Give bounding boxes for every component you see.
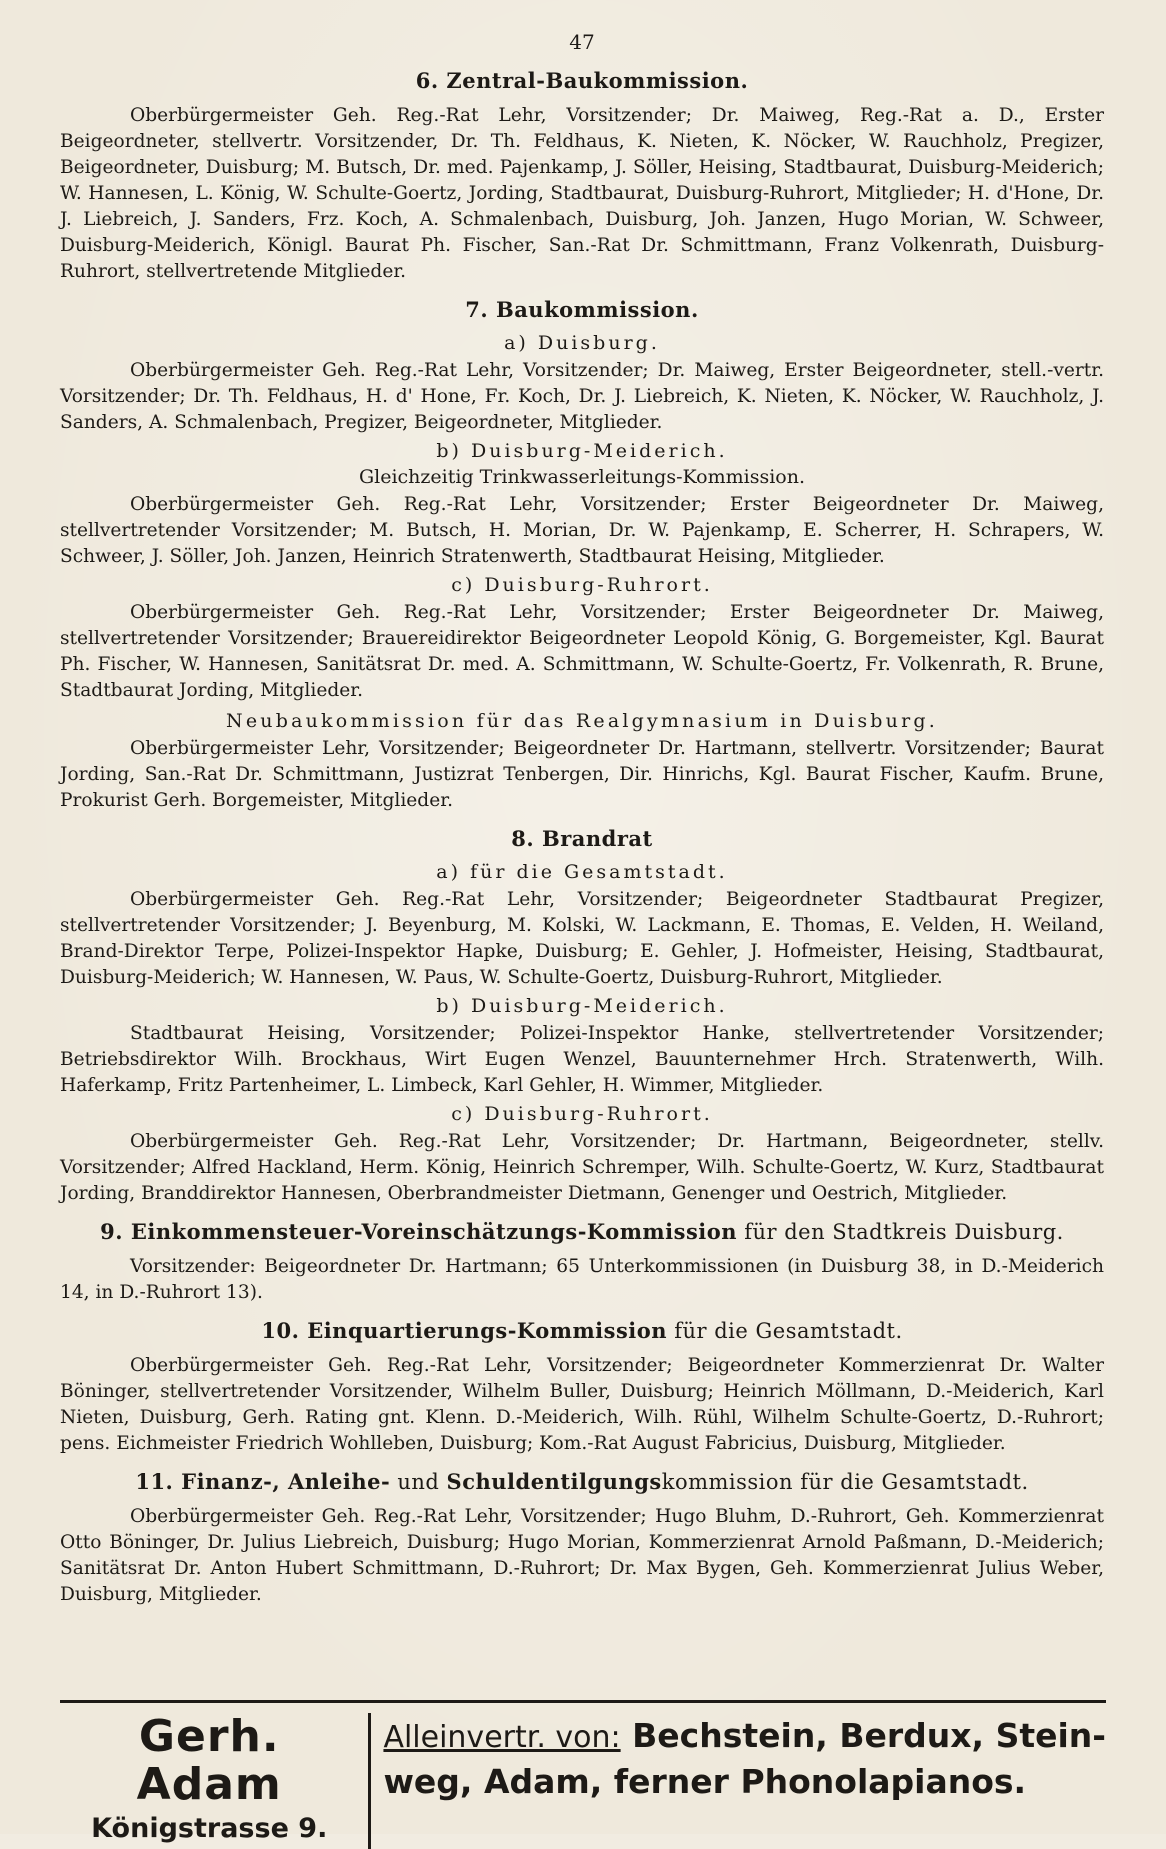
advertiser-address: Königstrasse 9.	[91, 1813, 328, 1844]
section-10-title-bold: 10. Einquartierungs-Kommission	[261, 1318, 668, 1343]
section-9-body: Vorsitzender: Beigeordneter Dr. Hartmann; 65 Unterkommissionen (in Duisburg 38, in D.-Meiderich 14, in D.-Ruhrort 13).	[60, 1256, 1104, 1303]
section-8c-body: Oberbürgermeister Geh. Reg.-Rat Lehr, Vorsitzender; Dr. Hartmann, Beigeordneter, stellv. Vorsitzender; Alfred Hackland, Herm. König, Heinrich Schremper, Wilh. Schulte-Goertz, W. Kurz, Stadtbaurat Jording, Branddirektor Hannesen, Oberbrandmeister Dietmann, Genenger und Oestrich, Mitglieder.	[60, 1131, 1104, 1204]
section-8a-title: a) für die Gesamtstadt.	[436, 861, 728, 883]
section-8a-body: Oberbürgermeister Geh. Reg.-Rat Lehr, Vorsitzender; Beigeordneter Stadtbaurat Pregizer, stellvertretender Vorsitzender; J. Beyenburg, M. Kolski, W. Lackmann, E. Thomas, E. Velden, H. Weiland, Brand-Direktor Terpe, Polizei-Inspektor Hapke, Duisburg; E. Gehler, J. Hofmeister, Heising, Stadtbaurat, Duisburg-Meiderich; W. Hannesen, W. Paus, W. Schulte-Goertz, Duisburg-Ruhrort, Mitglieder.	[60, 889, 1104, 988]
advertiser-name: Gerh. Adam	[136, 1711, 282, 1810]
section-10-title-rest: für die Gesamtstadt.	[667, 1319, 903, 1343]
section-8c-title: c) Duisburg-Ruhrort.	[451, 1103, 713, 1125]
section-11-title-bold2: Schuldentilgungs	[446, 1469, 662, 1494]
section-11-title-rest: kommission für die Gesamtstadt.	[661, 1470, 1029, 1494]
section-7a-title: a) Duisburg.	[504, 332, 660, 354]
section-7b-subtitle: Gleichzeitig Trinkwasserleitungs-Kommission.	[358, 466, 806, 488]
section-9-title	[60, 1219, 1104, 1244]
section-7c-title: c) Duisburg-Ruhrort.	[451, 574, 713, 596]
advertisement-line-1	[383, 1713, 1106, 1761]
advertisement-brands-1: Bechstein, Berdux, Stein-	[620, 1716, 1106, 1755]
advertisement-left	[60, 1713, 371, 1849]
advertisement-line-2: weg, Adam, ferner Phonolapianos.	[383, 1762, 1027, 1801]
neubau-commission-title: Neubaukommission für das Realgymnasium in Duisburg.	[226, 710, 938, 732]
advertisement-prefix: Alleinvertr. von:	[383, 1720, 621, 1755]
section-10-title	[60, 1318, 1104, 1343]
section-11-title-bold: 11. Finanz-, Anleihe-	[135, 1469, 391, 1494]
section-7b-title: b) Duisburg-Meiderich.	[436, 440, 728, 462]
section-10-body: Oberbürgermeister Geh. Reg.-Rat Lehr, Vorsitzender; Beigeordneter Kommerzienrat Dr. Walter Böninger, stellvertretender Vorsitzender, Wilhelm Buller, Duisburg; Heinrich Möllmann, D.-Meiderich, Karl Nieten, Duisburg, Gerh. Rating gnt. Klenn. D.-Meiderich, Wilh. Rühl, Wilhelm Schulte-Goertz, D.-Ruhrort; pens. Eichmeister Friedrich Wohlleben, Duisburg; Kom.-Rat August Fabricius, Duisburg, Mitglieder.	[60, 1355, 1104, 1454]
section-7a-body: Oberbürgermeister Geh. Reg.-Rat Lehr, Vorsitzender; Dr. Maiweg, Erster Beigeordneter, stell.-vertr. Vorsitzender; Dr. Th. Feldhaus, H. d' Hone, Fr. Koch, Dr. J. Liebreich, K. Nieten, K. Nöcker, W. Rauchholz, J. Sanders, A. Schmalenbach, Pregizer, Beigeordneter, Mitglieder.	[60, 360, 1104, 433]
section-11-body: Oberbürgermeister Geh. Reg.-Rat Lehr, Vorsitzender; Hugo Bluhm, D.-Ruhrort, Geh. Kommerzienrat Otto Böninger, Dr. Julius Liebreich, Duisburg; Hugo Morian, Kommerzienrat Arnold Paßmann, D.-Meiderich; Sanitätsrat Dr. Anton Hubert Schmittmann, D.-Ruhrort; Dr. Max Bygen, Geh. Kommerzienrat Julius Weber, Duisburg, Mitglieder.	[60, 1506, 1104, 1605]
section-6-title: 6. Zentral-Baukommission.	[415, 68, 749, 93]
advertisement-right	[371, 1713, 1106, 1849]
section-7c-body: Oberbürgermeister Geh. Reg.-Rat Lehr, Vorsitzender; Erster Beigeordneter Dr. Maiweg, stellvertretender Vorsitzender; Brauereidirektor Beigeordneter Leopold König, G. Borgemeister, Kgl. Baurat Ph. Fischer, W. Hannesen, Sanitätsrat Dr. med. A. Schmittmann, W. Schulte-Goertz, Fr. Volkenrath, R. Brune, Stadtbaurat Jording, Mitglieder.	[60, 602, 1104, 701]
section-11-title	[60, 1469, 1104, 1494]
section-7-title: 7. Baukommission.	[465, 297, 699, 322]
section-9-title-bold: 9. Einkommensteuer-Voreinschätzungs-Kommission	[100, 1219, 738, 1244]
section-11-title-mid: und	[390, 1470, 447, 1494]
page-number: 47	[569, 30, 595, 54]
advertisement	[60, 1700, 1106, 1849]
section-7b-body: Oberbürgermeister Geh. Reg.-Rat Lehr, Vorsitzender; Erster Beigeordneter Dr. Maiweg, stellvertretender Vorsitzender; M. Butsch, H. Morian, Dr. W. Pajenkamp, E. Scherrer, H. Schrapers, W. Schweer, J. Söller, Joh. Janzen, Heinrich Stratenwerth, Stadtbaurat Heising, Mitglieder.	[60, 494, 1104, 567]
section-9-title-rest: für den Stadtkreis Duisburg.	[737, 1220, 1064, 1244]
neubau-commission-body: Oberbürgermeister Lehr, Vorsitzender; Beigeordneter Dr. Hartmann, stellvertr. Vorsitzender; Baurat Jording, San.-Rat Dr. Schmittmann, Justizrat Tenbergen, Dir. Hinrichs, Kgl. Baurat Fischer, Kaufm. Brune, Prokurist Gerh. Borgemeister, Mitglieder.	[60, 738, 1104, 811]
section-8-title: 8. Brandrat	[511, 826, 653, 851]
section-8b-body: Stadtbaurat Heising, Vorsitzender; Polizei-Inspektor Hanke, stellvertretender Vorsitzender; Betriebsdirektor Wilh. Brockhaus, Wirt Eugen Wenzel, Bauunternehmer Hrch. Stratenwerth, Wilh. Haferkamp, Fritz Partenheimer, L. Limbeck, Karl Gehler, H. Wimmer, Mitglieder.	[60, 1023, 1104, 1096]
section-6-body: Oberbürgermeister Geh. Reg.-Rat Lehr, Vorsitzender; Dr. Maiweg, Reg.-Rat a. D., Erster Beigeordneter, stellvertr. Vorsitzender, Dr. Th. Feldhaus, K. Nieten, K. Nöcker, W. Rauchholz, Pregizer, Beigeordneter, Duisburg; M. Butsch, Dr. med. Pajenkamp, J. Söller, Heising, Stadtbaurat, Duisburg-Meiderich; W. Hannesen, L. König, W. Schulte-Goertz, Jording, Stadtbaurat, Duisburg-Ruhrort, Mitglieder; H. d'Hone, Dr. J. Liebreich, J. Sanders, Frz. Koch, A. Schmalenbach, Duisburg, Joh. Janzen, Hugo Morian, W. Schweer, Duisburg-Meiderich, Königl. Baurat Ph. Fischer, San.-Rat Dr. Schmittmann, Franz Volkenrath, Duisburg-Ruhrort, stellvertretende Mitglieder.	[60, 105, 1104, 282]
section-8b-title: b) Duisburg-Meiderich.	[436, 995, 728, 1017]
